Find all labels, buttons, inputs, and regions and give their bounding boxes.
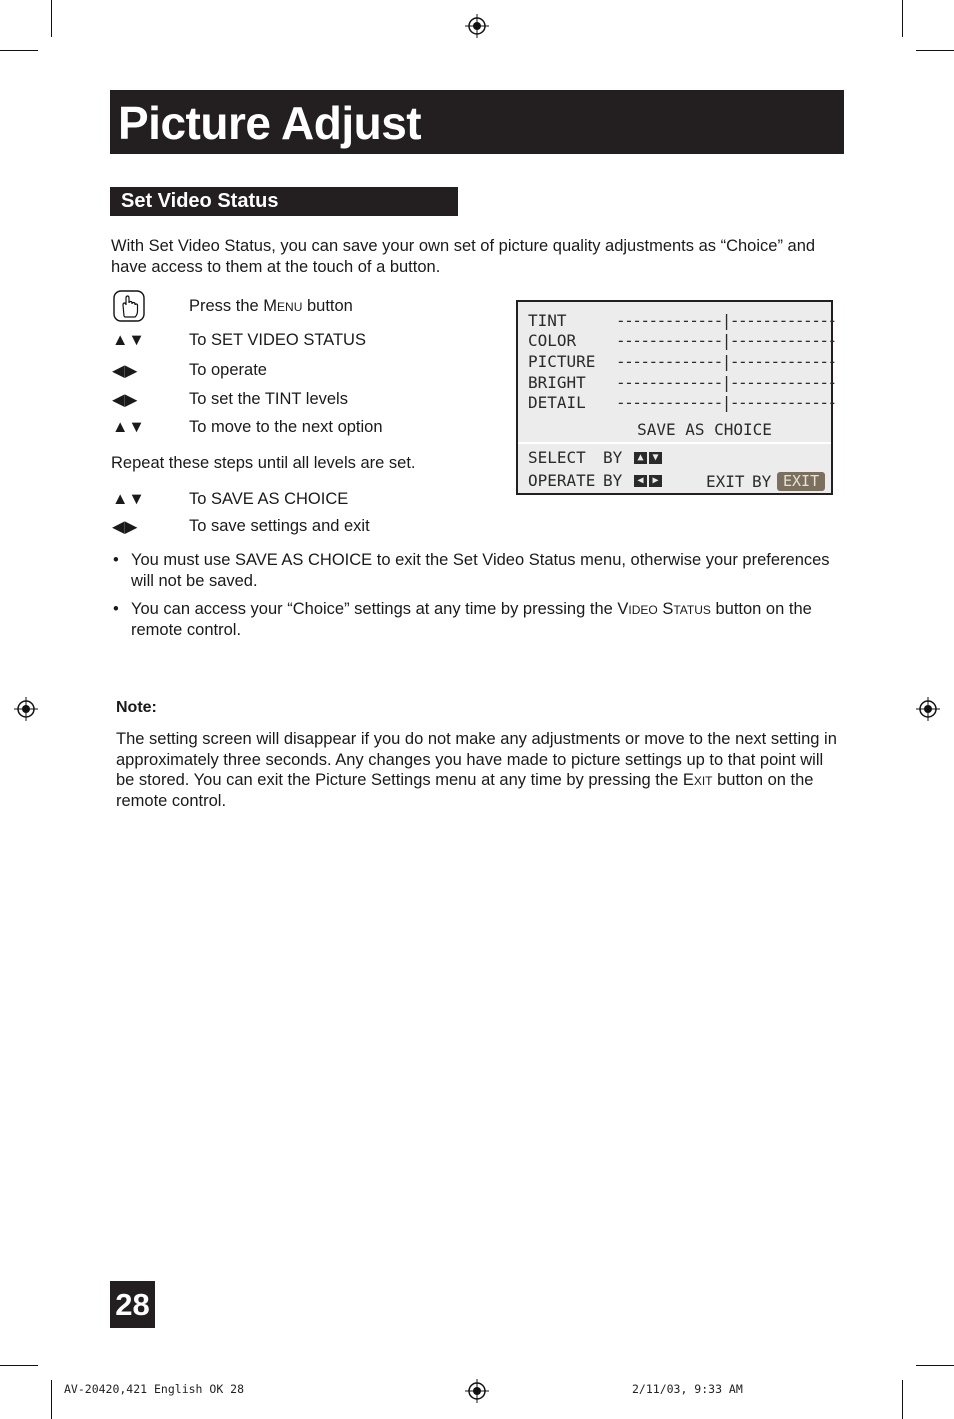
hand-press-icon (112, 289, 182, 328)
osd-by-label: BY (752, 472, 772, 491)
crop-mark (0, 1365, 38, 1366)
up-down-arrows-icon: ▲▼ (112, 490, 145, 508)
bullet-dot: • (113, 551, 119, 569)
registration-mark-icon (465, 14, 489, 38)
osd-level-bar: -------------|------------- (616, 373, 836, 392)
step-text: To SET VIDEO STATUS (189, 331, 366, 349)
intro-paragraph: With Set Video Status, you can save your own set of picture quality adjustments as “Choice” and have access to them at the touch of a button. (111, 237, 816, 276)
left-right-arrows-icon: ◀▶ (112, 362, 138, 380)
crop-mark (51, 1380, 52, 1419)
crop-mark (902, 0, 903, 37)
osd-level-bar: -------------|------------- (616, 331, 836, 350)
section-heading: Set Video Status (121, 190, 279, 212)
osd-label: COLOR (528, 331, 577, 350)
crop-mark (916, 50, 954, 51)
bullet-text: You must use SAVE AS CHOICE to exit the Set Video Status menu, otherwise your preferences will not be saved. (131, 551, 830, 590)
crop-mark (51, 0, 52, 37)
left-arrow-icon: ◀ (634, 475, 647, 487)
tv-osd-screen (516, 300, 836, 495)
right-arrow-icon: ▶ (649, 475, 662, 487)
page-title-bar (110, 90, 844, 154)
osd-level-bar: -------------|------------- (616, 352, 836, 371)
note-heading: Note: (116, 699, 157, 716)
crop-mark (0, 50, 38, 51)
registration-mark-icon (465, 1379, 489, 1403)
osd-exit-button-icon: EXIT (777, 472, 825, 491)
step-text: To save settings and exit (189, 517, 370, 535)
osd-label: BRIGHT (528, 373, 586, 392)
section-heading-bar (110, 187, 458, 216)
page-title: Picture Adjust (118, 97, 422, 149)
osd-level-bar: -------------|------------- (616, 311, 836, 330)
left-right-arrows-icon: ◀▶ (112, 518, 138, 536)
left-right-arrows-icon: ◀▶ (112, 391, 138, 409)
osd-level-bar: -------------|------------- (616, 393, 836, 412)
step-text: To move to the next option (189, 418, 383, 436)
osd-operate-label: OPERATE (528, 471, 596, 490)
osd-label: PICTURE (528, 352, 596, 371)
up-arrow-icon: ▲ (634, 452, 647, 464)
footer-timestamp: 2/11/03, 9:33 AM (632, 1382, 743, 1396)
step-text: To operate (189, 361, 267, 379)
note-body: The setting screen will disappear if you do not make any adjustments or move to the next setting in approximately three seconds. Any changes you have made to picture settings up to that point will be stored. You can exit the Picture Settings menu at any time by pressing the Exit button on the remote control. (116, 730, 837, 811)
osd-label: TINT (528, 311, 567, 330)
crop-mark (902, 1380, 903, 1419)
repeat-instruction: Repeat these steps until all levels are set. (111, 454, 416, 472)
down-arrow-icon: ▼ (649, 452, 662, 464)
osd-select-label: SELECT (528, 448, 586, 467)
step-text: To set the TINT levels (189, 390, 348, 408)
registration-mark-icon (14, 697, 38, 721)
osd-exit-label: EXIT (706, 472, 745, 491)
footer-file-info: AV-20420,421 English OK 28 (64, 1382, 245, 1396)
up-down-arrows-icon: ▲▼ (112, 331, 145, 349)
step-text: To SAVE AS CHOICE (189, 490, 349, 508)
osd-by-label: BY (603, 471, 623, 490)
crop-mark (916, 1365, 954, 1366)
registration-mark-icon (916, 697, 940, 721)
bullet-dot: • (113, 600, 119, 618)
step-text: Press the Menu button (189, 297, 353, 315)
osd-divider (518, 442, 831, 444)
up-down-arrows-icon: ▲▼ (112, 418, 145, 436)
osd-by-label: BY (603, 448, 623, 467)
bullet-text: You can access your “Choice” settings at any time by pressing the Video Status button on the remote control. (131, 600, 812, 639)
osd-label: DETAIL (528, 393, 586, 412)
osd-save-as-choice: SAVE AS CHOICE (637, 420, 772, 439)
page-number: 28 (110, 1281, 155, 1328)
